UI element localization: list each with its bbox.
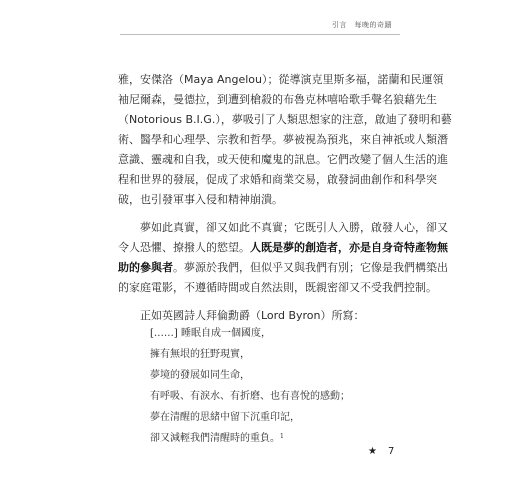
star-icon: ★ (368, 446, 377, 457)
text-line: 意識、靈魂和自我，或天使和魔鬼的訊息。它們改變了個人生活的進 (118, 153, 448, 166)
text-line: 術、醫學和心理學、宗教和哲學。夢被視為預兆，來自神祇或人類潛 (118, 133, 448, 146)
text-line: 程和世界的發展，促成了求婚和商業交易，啟發詞曲創作和科學突 (118, 173, 437, 186)
body-text (118, 70, 452, 326)
running-head-title: 引言 每晚的奇蹟 (332, 21, 392, 29)
paragraph-1 (118, 70, 452, 210)
footnote-marker: 1 (280, 433, 284, 440)
text-line: 夢如此真實，卻又如此不真實；它既引人入勝，啟發人心，卻又 (140, 221, 448, 234)
poem-line-text: 卻又減輕我們清醒時的重負。 (150, 433, 280, 444)
poem-quote (150, 323, 400, 449)
text-line: （Notorious B.I.G.），夢吸引了人類思想家的注意，啟迪了發明和藝 (118, 113, 452, 126)
paragraph-2 (118, 218, 448, 298)
text-line: 破，也引發軍事入侵和精神崩潰。 (118, 193, 283, 206)
text-line: 的家庭電影，不遵循時間或自然法則，既親密卻又不受我們控制。 (118, 281, 437, 294)
poem-line: [……] 睡眠自成一個國度， (150, 328, 271, 339)
text-line: 正如英國詩人拜倫勳爵（Lord Byron）所寫： (140, 309, 365, 322)
poem-line: 夢在清醒的思緒中留下沉重印記， (150, 412, 300, 423)
text-line: 雅，安傑洛（Maya Angelou）；從導演克里斯多福，諾蘭和民運領 (118, 73, 444, 86)
poem-line: 有呼吸、有淚水、有折磨、也有喜悅的感動； (150, 391, 350, 402)
text-segment: 。夢源於我們，但似乎又與我們有別；它像是我們構築出 (173, 261, 448, 274)
text-line (118, 238, 448, 258)
poem-line: 擁有無垠的狂野現實， (150, 349, 250, 360)
poem-line: 夢境的發展如同生命， (150, 370, 250, 381)
emphasis-text: 助的參與者 (118, 261, 173, 274)
text-line: 袖尼爾森，曼德拉，到遭到槍殺的布魯克林嘻哈歌手聲名狼藉先生 (118, 93, 437, 106)
text-segment: 令人恐懼、撩撥人的慾望。 (118, 241, 250, 254)
page-number: 7 (388, 446, 395, 457)
emphasis-text: 人既是夢的創造者，亦是自身奇特產物無 (250, 241, 448, 254)
header-rule (120, 34, 400, 35)
running-head (120, 20, 400, 36)
page-footer (358, 446, 408, 460)
text-line (118, 258, 448, 278)
